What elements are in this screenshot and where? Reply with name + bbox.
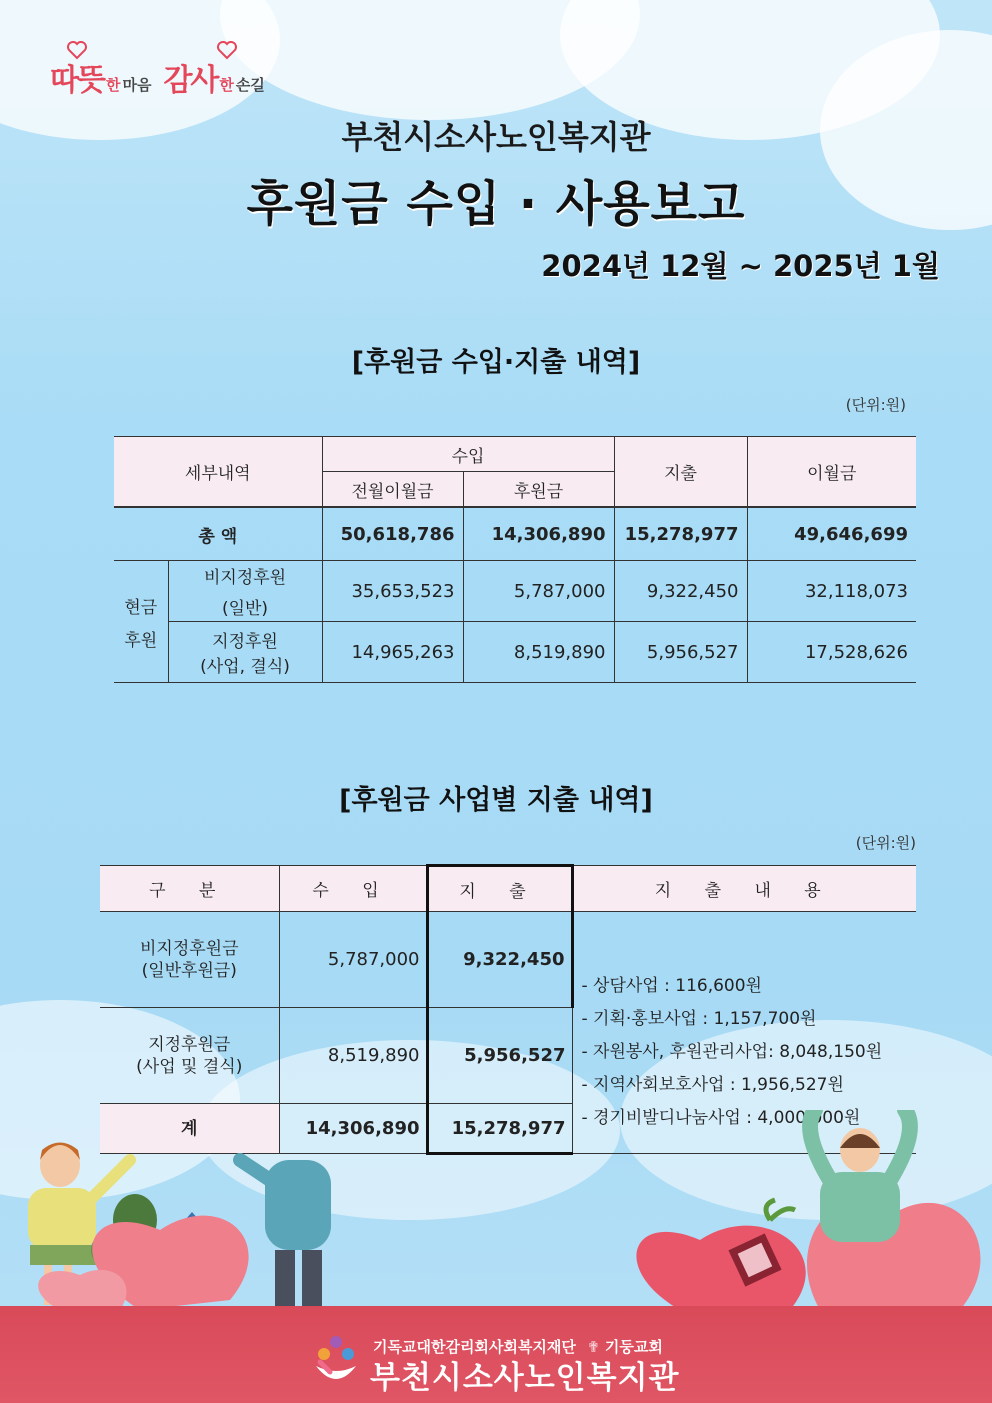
header-carryover-prev: 전월이월금 <box>322 472 463 508</box>
cell: 5,956,527 <box>427 1008 572 1104</box>
header-detail: 지 출 내 용 <box>572 866 916 912</box>
header-detail: 세부내역 <box>114 437 322 508</box>
slogan-word: 손길 <box>235 76 265 94</box>
page-title: 후원금 수입 · 사용보고 <box>246 176 746 232</box>
foundation-name: 기독교대한감리회사회복지재단 <box>373 1338 576 1356</box>
illustration <box>0 1110 992 1310</box>
group-label-line: 후원 <box>124 630 158 651</box>
row-label-line: 비지정후원 <box>203 568 287 588</box>
total-label: 총 액 <box>114 507 322 561</box>
header-income: 수 입 <box>279 866 427 912</box>
cell: 15,278,977 <box>614 507 747 561</box>
table-row <box>114 561 916 622</box>
slogan-word: 따뜻 <box>50 63 104 98</box>
list-item: - 자원봉사, 후원관리사업: 8,048,150원 <box>581 1042 883 1062</box>
row-label-line: (사업 및 결식) <box>136 1056 243 1077</box>
section-title: [후원금 사업별 지출 내역] <box>339 785 653 816</box>
church-name: 기둥교회 <box>604 1338 663 1356</box>
footer-org-name: 부천시소사노인복지관 <box>370 1360 680 1396</box>
row-label-line: (일반후원금) <box>141 960 237 981</box>
cell: 8,519,890 <box>279 1008 427 1104</box>
row-label-line: 지정후원 <box>212 632 278 652</box>
cell: 5,787,000 <box>463 561 614 622</box>
row-label <box>168 622 322 683</box>
church-icon: ✟ <box>587 1338 600 1356</box>
org-title: 부천시소사노인복지관 <box>341 118 651 156</box>
row-label-line: (사업, 결식) <box>200 657 290 677</box>
cell: 49,646,699 <box>747 507 916 561</box>
list-item: - 지역사회보호사업 : 1,956,527원 <box>581 1075 844 1095</box>
sum-label: 계 <box>100 1104 279 1154</box>
header-category: 구 분 <box>100 866 279 912</box>
section-title: [후원금 수입·지출 내역] <box>351 347 641 378</box>
cell: 5,956,527 <box>614 622 747 683</box>
header-expense: 지출 <box>614 437 747 508</box>
cell: 9,322,450 <box>427 912 572 1008</box>
cell: 14,965,263 <box>322 622 463 683</box>
list-item: - 기획·홍보사업 : 1,157,700원 <box>581 1009 817 1029</box>
row-label-line: 비지정후원금 <box>139 938 239 959</box>
slogan-word: 감사 <box>163 63 218 98</box>
slogan-word: 한 <box>105 76 121 94</box>
report-period: 2024년 12월 ~ 2025년 1월 <box>541 249 940 283</box>
slogan-word: 한 <box>219 76 234 94</box>
cell: 15,278,977 <box>427 1104 572 1154</box>
heart-icon <box>216 40 238 60</box>
heart-icon <box>66 40 88 60</box>
cell: 14,306,890 <box>463 507 614 561</box>
unit-label: (단위:원) <box>845 396 906 414</box>
org-logo-icon <box>308 1332 364 1388</box>
header-income: 수입 <box>322 437 614 472</box>
list-item: - 경기비발디나눔사업 : 4,000,000원 <box>581 1108 861 1128</box>
table-row <box>114 622 916 683</box>
group-label-line: 현금 <box>124 597 158 618</box>
cell: 35,653,523 <box>322 561 463 622</box>
header-expense: 지 출 <box>427 866 572 912</box>
group-label <box>114 561 168 683</box>
row-label <box>168 561 322 622</box>
cell: 5,787,000 <box>279 912 427 1008</box>
row-label-line: 지정후원금 <box>148 1034 231 1055</box>
list-item: - 상담사업 : 116,600원 <box>581 976 762 996</box>
table-row <box>100 912 916 1008</box>
row-label <box>100 912 279 1008</box>
cell: 14,306,890 <box>279 1104 427 1154</box>
cell: 32,118,073 <box>747 561 916 622</box>
cell: 17,528,626 <box>747 622 916 683</box>
cell: 8,519,890 <box>463 622 614 683</box>
header-donation: 후원금 <box>463 472 614 508</box>
row-label-line: (일반) <box>221 599 269 619</box>
cell: 9,322,450 <box>614 561 747 622</box>
unit-label: (단위:원) <box>855 834 916 852</box>
slogan <box>50 55 275 99</box>
table-row <box>114 507 916 561</box>
income-expense-table <box>114 436 916 683</box>
cell: 50,618,786 <box>322 507 463 561</box>
slogan-word: 마음 <box>122 76 152 94</box>
header-carryover-next: 이월금 <box>747 437 916 508</box>
row-label <box>100 1008 279 1104</box>
